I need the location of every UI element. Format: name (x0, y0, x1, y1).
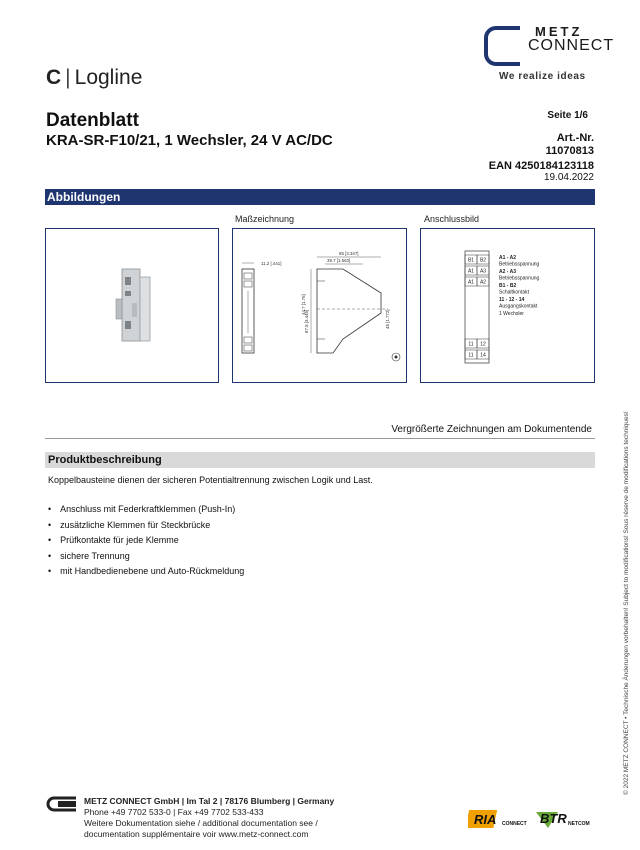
connection-diagram (421, 229, 593, 381)
terminal-label: 12 (480, 341, 486, 348)
btr-netcom-logo (534, 806, 596, 830)
terminal-label: A2 (479, 279, 487, 286)
ean-code: EAN 4250184123118 (488, 160, 594, 172)
feature-list (48, 504, 244, 582)
terminal-label: A1 (467, 268, 475, 275)
article-number (546, 132, 594, 158)
brand-tagline: We realize ideas (499, 71, 586, 82)
brand-name-metz: METZ (535, 24, 583, 39)
product-line-name: Logline (74, 66, 143, 89)
ria-connect-logo (468, 806, 534, 830)
legend-description: Betriebsspannung (499, 261, 540, 268)
enlarged-drawings-note: Vergrößerte Zeichnungen am Dokumentende (391, 424, 592, 435)
article-number-value: 11070813 (545, 145, 594, 157)
footer-company-address (84, 796, 334, 806)
ria-logo-text: RIA (474, 812, 497, 827)
product-line (46, 66, 142, 90)
brand-name-connect: CONNECT (528, 37, 615, 54)
legend-description: Schaltkontakt (499, 289, 530, 296)
legend-description: 1 Wechsler (499, 311, 524, 317)
document-date: 19.04.2022 (543, 172, 594, 183)
dim-rail-label: 45 [1.772] (385, 309, 390, 329)
dim-mid-height-label: 44.7 [1.76] (301, 294, 306, 315)
feature-item: • sichere Trennung (48, 551, 244, 567)
product-intro-text: Koppelbausteine dienen der sicheren Potentialtrennung zwischen Logik und Last. (48, 475, 373, 485)
section-heading-images: Abbildungen (45, 189, 595, 205)
page-title: Datenblatt (46, 110, 139, 131)
product-photo (46, 229, 217, 381)
section-heading-product-description: Produktbeschreibung (45, 452, 595, 468)
terminal-label: 11 (468, 352, 474, 359)
dimension-drawing-frame (232, 228, 407, 383)
feature-item: • mit Handbedienebene und Auto-Rückmeldung (48, 566, 244, 582)
dimension-drawing (233, 229, 405, 381)
footer-company-text: METZ CONNECT GmbH | Im Tal 2 | 78176 Blumberg | Germany (84, 796, 335, 806)
feature-item: • Anschluss mit Federkraftklemmen (Push-In) (48, 504, 244, 520)
dim-width-label: 11.2 [.441] (261, 261, 282, 266)
caption-dimension-drawing: Maßzeichnung (235, 214, 295, 224)
copyright-side-note: © 2022 METZ CONNECT • Technische Änderungen vorbehalten! Subject to modifications! Sous réserve de modifications techniques! (623, 411, 630, 795)
footer-metz-logo-icon (46, 796, 78, 812)
feature-item: • Prüfkontakte für jede Klemme (48, 535, 244, 551)
product-photo-frame (45, 228, 219, 383)
article-number-label: Art.-Nr. (556, 132, 594, 144)
footer-docs-line2: documentation supplémentaire voir www.metz-connect.com (84, 829, 309, 839)
product-subtitle: KRA-SR-F10/21, 1 Wechsler, 24 V AC/DC (46, 132, 333, 149)
connection-diagram-frame (420, 228, 595, 383)
page-number: Seite 1/6 (547, 110, 588, 121)
product-line-separator: | (65, 66, 71, 89)
section-divider (45, 438, 595, 439)
btr-logo-text: BTR (540, 811, 567, 826)
terminal-label: 14 (480, 352, 486, 359)
legend-pins: 11 - 12 - 14 (499, 297, 525, 303)
terminal-label: B2 (479, 257, 487, 264)
dim-depth-label: 85 [3.347] (339, 251, 359, 256)
legend-pins: A2 - A3 (499, 269, 517, 275)
footer-docs-line1: Weitere Dokumentation siehe / additional documentation see / (84, 818, 318, 828)
dim-upper-depth-label: 39.7 [1.563] (327, 258, 351, 263)
caption-connection-diagram: Anschlussbild (424, 214, 480, 224)
legend-description: Betriebsspannung (499, 275, 540, 282)
terminal-label: A1 (467, 279, 475, 286)
metz-c-logo-icon (482, 24, 526, 68)
terminal-label: B1 (467, 257, 475, 264)
ria-logo-subtext: CONNECT (502, 821, 527, 827)
btr-logo-subtext: NETCOM (568, 821, 590, 827)
legend-pins: B1 - B2 (499, 283, 517, 289)
terminal-label: 11 (468, 341, 474, 348)
product-line-letter: C (46, 66, 62, 89)
terminal-label: A3 (479, 268, 487, 275)
legend-pins: A1 - A2 (499, 255, 517, 261)
footer-phone: Phone +49 7702 533-0 | Fax +49 7702 533-433 (84, 807, 264, 817)
dim-height-label: 87.5 [3.445] (304, 309, 309, 333)
feature-item: • zusätzliche Klemmen für Steckbrücke (48, 520, 244, 536)
legend-description: Ausgangskontakt (499, 303, 538, 310)
